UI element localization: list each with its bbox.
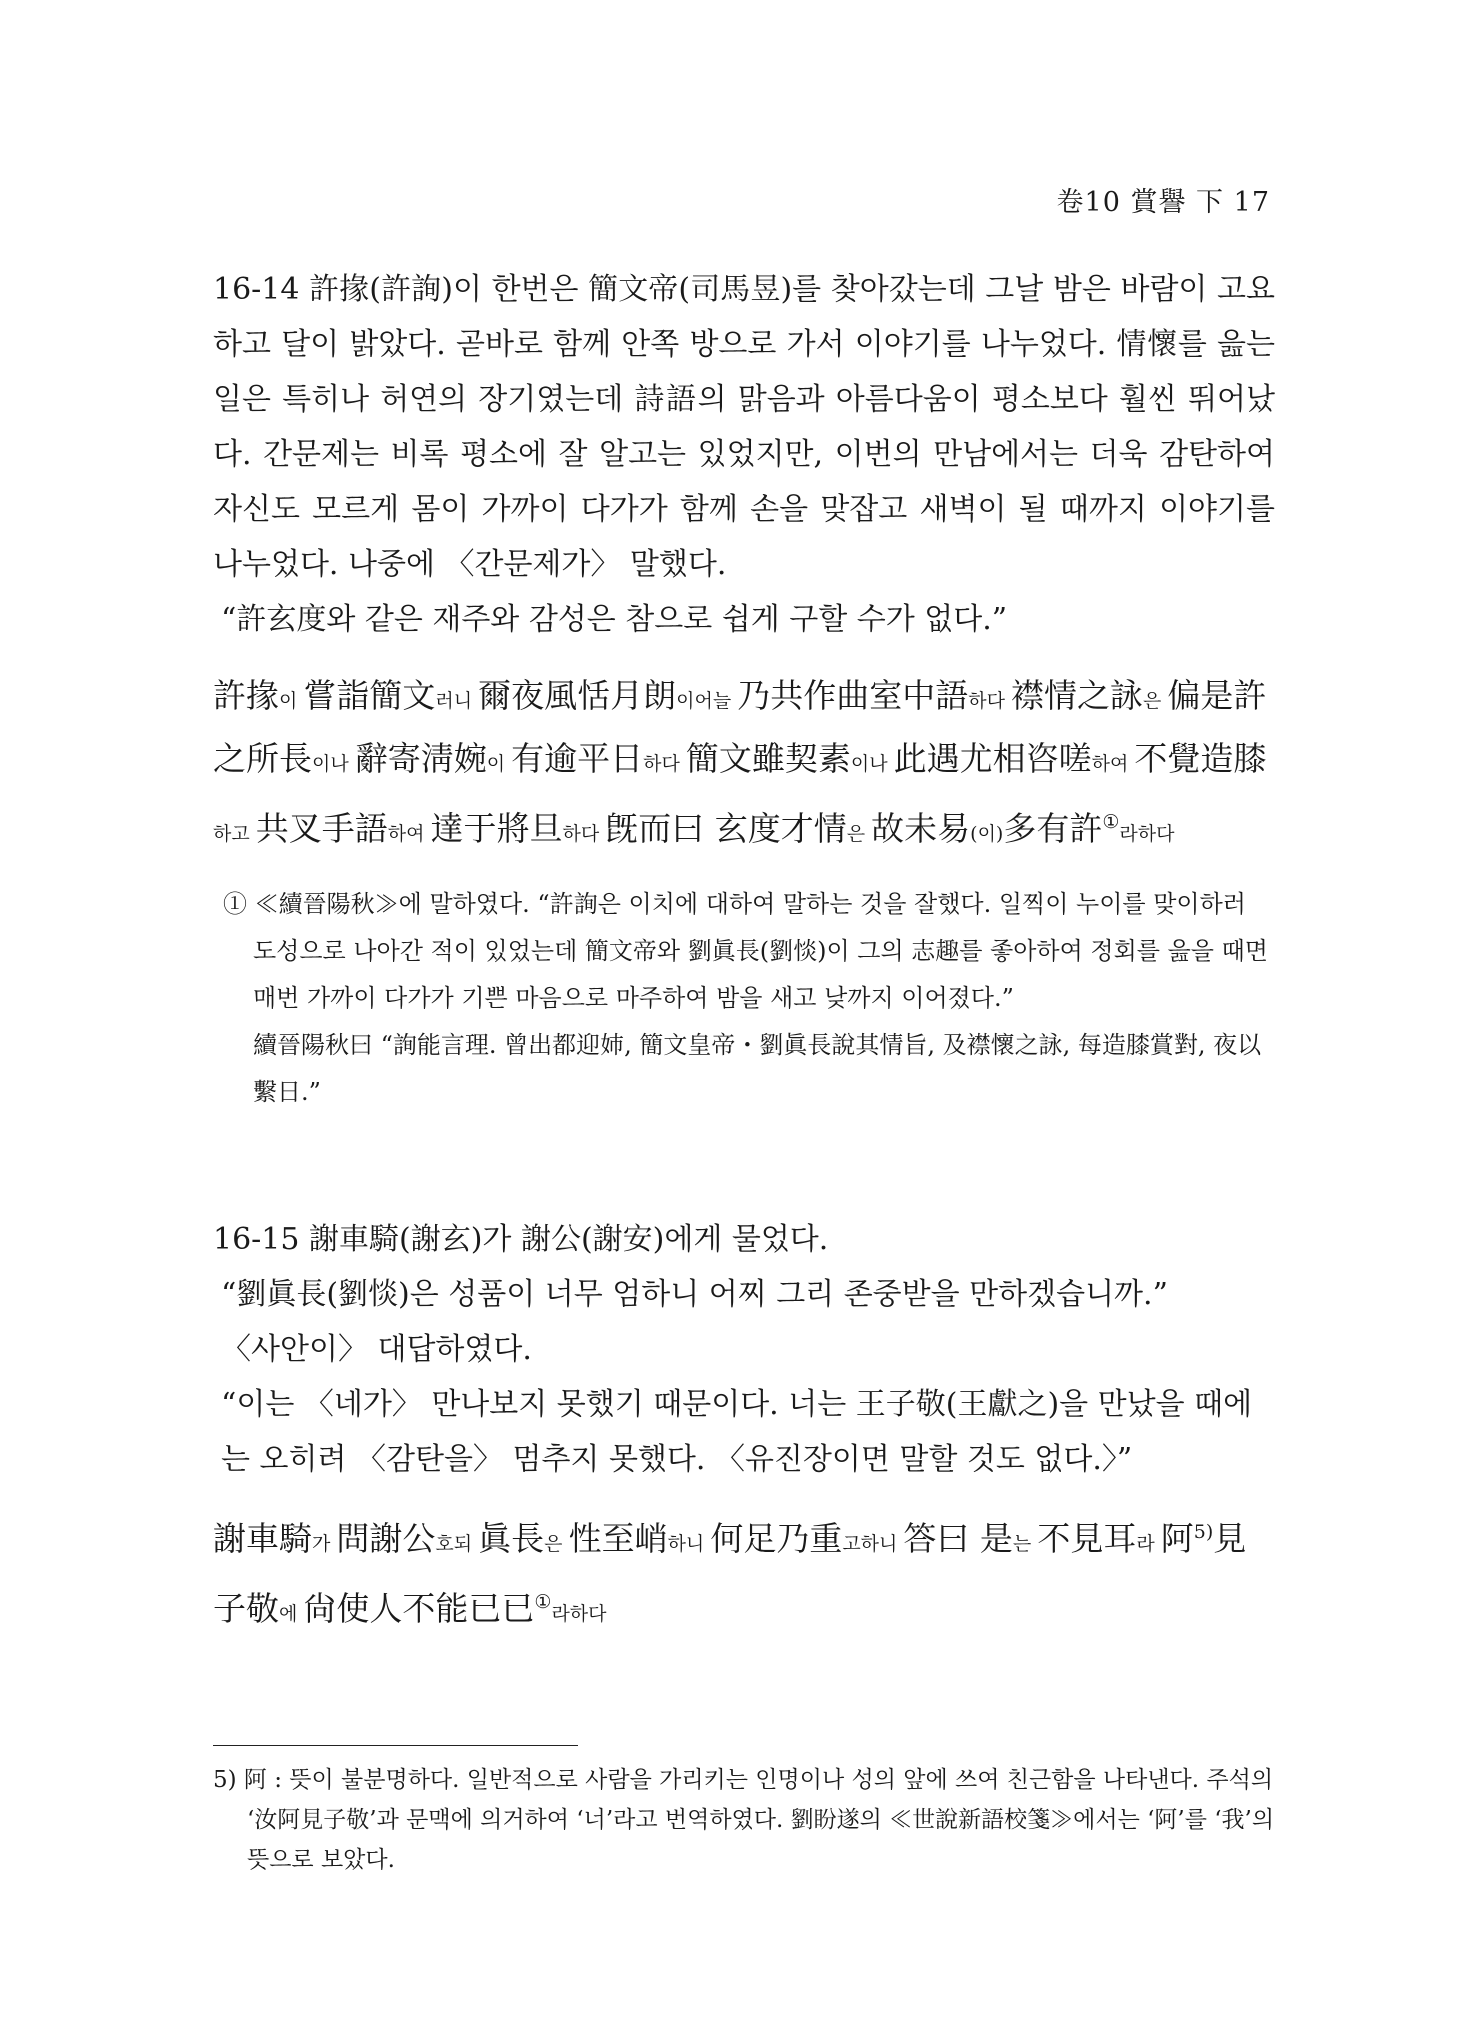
- hanja-phrase: 達于將旦: [430, 809, 563, 848]
- hanja-phrase: 眞長: [478, 1519, 545, 1558]
- hanja-phrase: 問謝公: [336, 1519, 436, 1558]
- korean-particle: 은: [846, 823, 872, 845]
- korean-particle: 이나: [850, 753, 894, 775]
- original-text: [213, 1503, 1275, 1643]
- korean-particle: 하여: [1091, 753, 1135, 775]
- reply-line: 〈사안이〉 대답하였다.: [221, 1332, 532, 1367]
- korean-particle: 은: [544, 1533, 569, 1555]
- translation-paragraph: 16-14 許掾(許詢)이 한번은 簡文帝(司馬昱)를 찾아갔는데 그날 밤은 바람이 고요하고 달이 밝았다. 곧바로 함께 안쪽 방으로 가서 이야기를 나누었다. 情懷를 읊는 일은 특히나 허연의 장기였는데 詩語의 맑음과 아름다움이 평소보다 훨씬 뛰어났다. 간문제는 비록 평소에 잘 알고는 있었지만, 이번의 만남에서는 더욱 감탄하여 자신도 모르게 몸이 가까이 다가가 함께 손을 맞잡고 새벽이 될 때까지 이야기를 나누었다. 나중에 〈간문제가〉 말했다.: [213, 272, 1275, 582]
- hanja-phrase: 多有許: [1003, 809, 1103, 848]
- note-marker: 5): [1193, 1521, 1214, 1543]
- hanja-phrase: 謝車騎: [213, 1519, 312, 1558]
- korean-particle: 이어늘: [676, 690, 738, 712]
- korean-particle: 이: [279, 690, 304, 712]
- korean-particle: 이나: [312, 753, 355, 775]
- running-head: 卷10 賞譽 下 17: [1056, 187, 1270, 218]
- annotation-original: 續晉陽秋曰 “詢能言理. 曾出都迎姉, 簡文皇帝・劉眞長說其情旨, 及襟懷之詠, 每造膝賞對, 夜以繫日.”: [253, 1031, 1262, 1106]
- korean-particle: 하고: [213, 823, 256, 845]
- section-16-15: [213, 1212, 1275, 1643]
- korean-particle: 하다: [562, 823, 606, 845]
- hanja-phrase: 尙使人不能已已: [303, 1589, 535, 1628]
- korean-particle: 하여: [387, 823, 431, 845]
- hanja-phrase: 許掾: [213, 676, 279, 715]
- hanja-phrase: 何足乃重: [710, 1519, 843, 1558]
- footnote: [213, 1760, 1275, 1880]
- korean-particle: 라: [1136, 1533, 1161, 1555]
- hanja-phrase: 性至峭: [568, 1519, 668, 1558]
- hanja-phrase: 故未易: [871, 809, 971, 848]
- translation-quote: “許玄度와 같은 재주와 감성은 참으로 쉽게 구할 수가 없다.”: [221, 602, 1008, 637]
- hanja-phrase: 不覺造膝: [1134, 739, 1267, 778]
- korean-particle: (이): [970, 823, 1004, 845]
- hanja-phrase: 乃共作曲室中語: [737, 676, 969, 715]
- korean-particle: 에: [279, 1603, 304, 1625]
- hanja-phrase: 見子敬: [213, 1519, 1247, 1628]
- korean-particle: 는: [1012, 1533, 1038, 1555]
- hanja-phrase: 襟情之詠: [1011, 676, 1144, 715]
- quote-answer: “이는 〈네가〉 만나보지 못했기 때문이다. 너는 王子敬(王獻之)을 만났을 때에는 오히려 〈감탄을〉 멈추지 못했다. 〈유진장이면 말할 것도 없다.〉”: [221, 1387, 1253, 1477]
- footnote-divider: [213, 1745, 578, 1746]
- note-marker: ①: [534, 1591, 552, 1613]
- korean-particle: 하니: [667, 1533, 711, 1555]
- hanja-phrase: 簡文雖契素: [685, 739, 851, 778]
- hanja-phrase: 嘗詣簡文: [303, 676, 436, 715]
- hanja-phrase: 爾夜風恬月朗: [478, 676, 677, 715]
- korean-particle: 러니: [435, 690, 479, 712]
- korean-particle: 하다: [968, 690, 1012, 712]
- korean-particle: 가: [312, 1533, 337, 1555]
- korean-particle: 고하니: [842, 1533, 904, 1555]
- korean-particle: 라하다: [1119, 823, 1175, 845]
- section-heading: 16-15 謝車騎(謝玄)가 謝公(謝安)에게 물었다.: [213, 1222, 829, 1257]
- hanja-phrase: 有逾平日: [511, 739, 644, 778]
- korean-particle: 호되: [435, 1533, 479, 1555]
- quote-question: “劉眞長(劉惔)은 성품이 너무 엄하니 어찌 그리 존중받을 만하겠습니까.”: [221, 1277, 1168, 1312]
- korean-particle: 은: [1143, 690, 1168, 712]
- hanja-phrase: 辭寄淸婉: [354, 739, 487, 778]
- annotation-translation: ① ≪續晉陽秋≫에 말하였다. “許詢은 이치에 대하여 말하는 것을 잘했다. 일찍이 누이를 맞이하러 도성으로 나아간 적이 있었는데 簡文帝와 劉眞長(劉惔)이 그의 志趣를 좋아하여 정회를 읊을 때면 매번 가까이 다가가 기쁜 마음으로 마주하여 밤을 새고 낮까지 이어졌다.”: [223, 890, 1268, 1012]
- note-marker: ①: [1102, 811, 1120, 833]
- hanja-phrase: 阿: [1160, 1519, 1194, 1558]
- original-text: [213, 667, 1275, 863]
- korean-particle: 이: [486, 753, 512, 775]
- hanja-phrase: 旣而曰 玄度才情: [605, 809, 847, 848]
- hanja-phrase: 答曰 是: [903, 1519, 1013, 1558]
- hanja-phrase: 共叉手語: [255, 809, 388, 848]
- hanja-phrase: 此遇尤相咨嗟: [893, 739, 1092, 778]
- hanja-phrase: 不見耳: [1037, 1519, 1137, 1558]
- hanja-phrase: 偏是許之所長: [213, 676, 1267, 778]
- footnote-5: 5) 阿 : 뜻이 불분명하다. 일반적으로 사람을 가리키는 인명이나 성의 앞에 쓰여 친근함을 나타낸다. 주석의 ‘汝阿見子敬’과 문맥에 의거하여 ‘너’라고 번역하였다. 劉盼遂의 ≪世說新語校箋≫에서는 ‘阿’를 ‘我’의 뜻으로 보았다.: [213, 1767, 1275, 1873]
- section-16-14: [213, 262, 1275, 1116]
- korean-particle: 라하다: [551, 1603, 607, 1625]
- korean-particle: 하다: [643, 753, 686, 775]
